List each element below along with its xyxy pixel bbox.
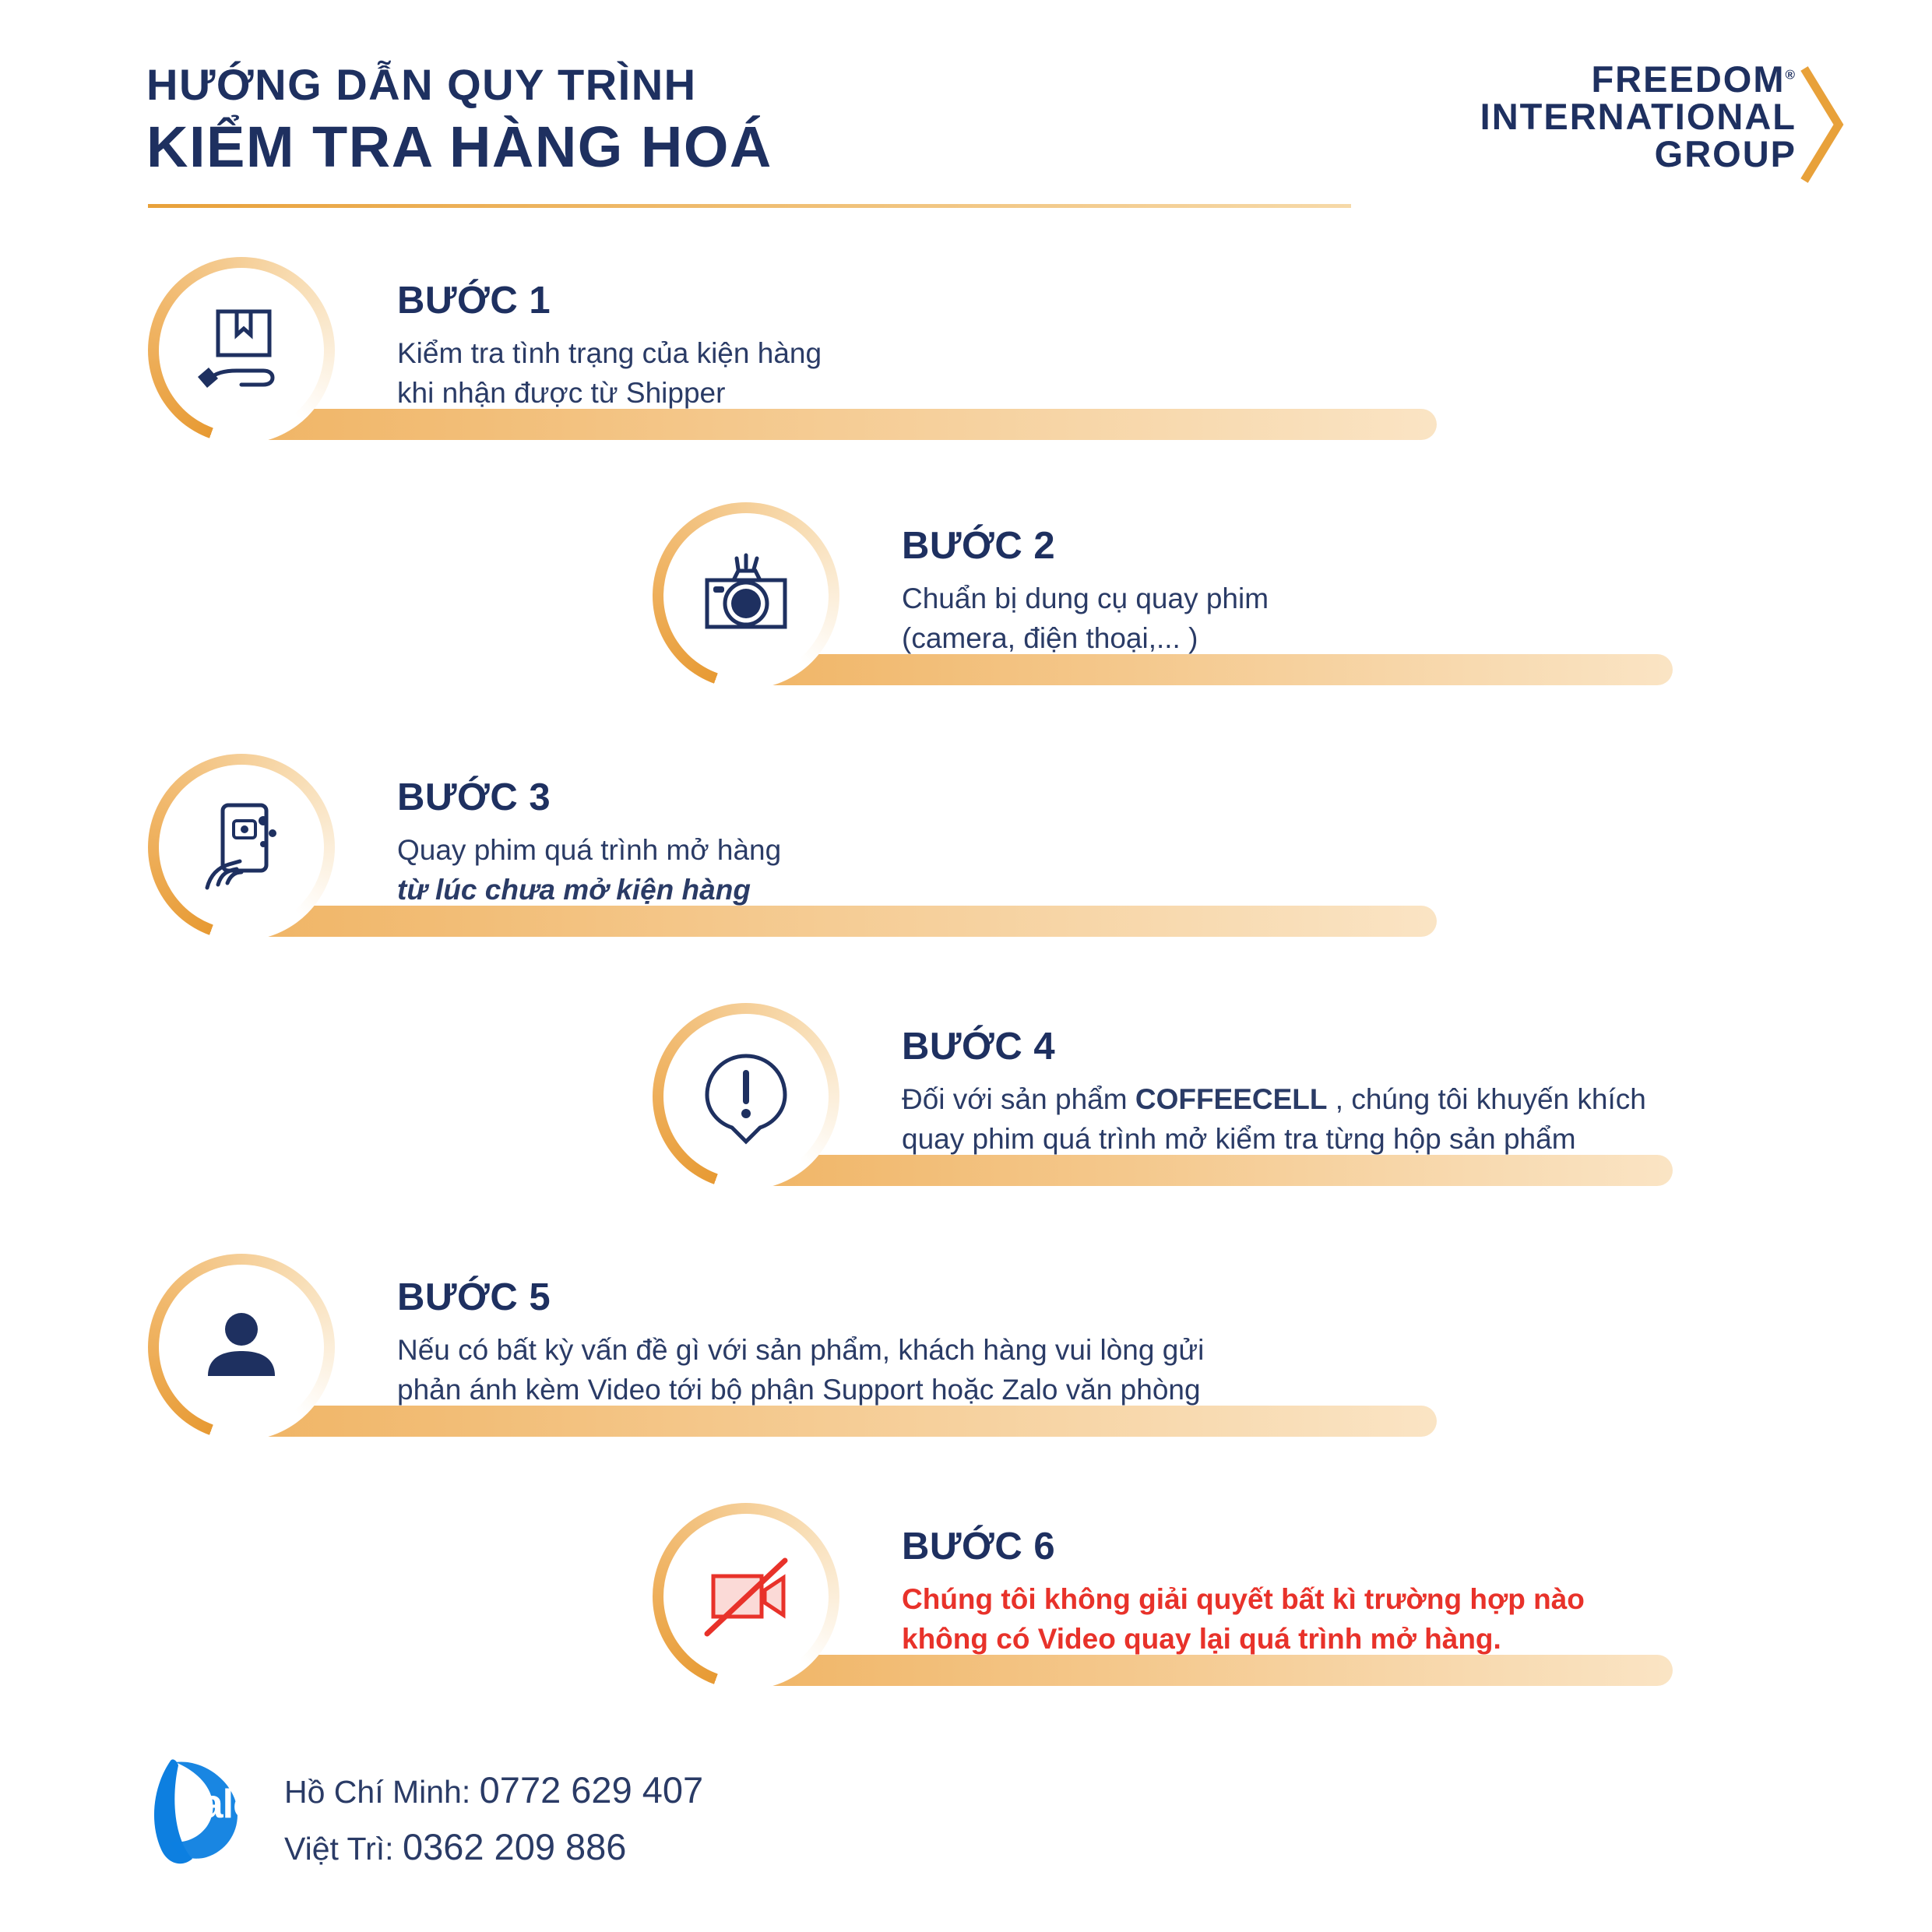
step-5-desc-line2: phản ánh kèm Video tới bộ phận Support hoặc Zalo văn phòng bbox=[397, 1373, 1201, 1406]
step-2-label: BƯỚC 2 bbox=[902, 525, 1056, 567]
step-2-desc-line1: Chuẩn bị dung cụ quay phim bbox=[902, 582, 1269, 614]
step-2-bar bbox=[730, 654, 1673, 685]
contact-line-1 bbox=[284, 1762, 703, 1819]
step-2-text bbox=[902, 526, 1269, 658]
step-4-desc-line2: quay phim quá trình mở kiểm tra từng hộp sản phẩm bbox=[902, 1122, 1576, 1155]
step-1-text bbox=[397, 280, 822, 413]
step-5-desc bbox=[397, 1330, 1204, 1409]
step-4-icon-circle bbox=[653, 1003, 839, 1190]
no-video-icon bbox=[696, 1547, 796, 1646]
step-4-label: BƯỚC 4 bbox=[902, 1026, 1056, 1068]
step-6-ring-inner bbox=[663, 1514, 829, 1679]
step-2-icon-circle bbox=[653, 502, 839, 689]
contact-phone-1[interactable]: 0772 629 407 bbox=[479, 1769, 704, 1811]
step-5 bbox=[148, 1254, 1285, 1441]
step-1-desc-line2: khi nhận được từ Shipper bbox=[397, 376, 726, 409]
step-1-desc bbox=[397, 333, 822, 413]
step-4-desc bbox=[902, 1079, 1646, 1159]
step-1-ring-inner bbox=[159, 268, 324, 433]
step-3-label: BƯỚC 3 bbox=[397, 776, 551, 818]
brand-logo bbox=[1480, 58, 1845, 193]
step-2-ring-inner bbox=[663, 513, 829, 678]
step-4 bbox=[653, 1003, 1789, 1190]
step-1-icon-circle bbox=[148, 257, 335, 444]
contact-list bbox=[284, 1762, 703, 1876]
step-5-icon-circle bbox=[148, 1254, 335, 1441]
header bbox=[0, 0, 1932, 234]
contact-city-2: Việt Trì: bbox=[284, 1830, 394, 1867]
step-4-ring-inner bbox=[663, 1014, 829, 1179]
contact-line-2 bbox=[284, 1819, 703, 1876]
step-5-desc-line1: Nếu có bất kỳ vấn đề gì với sản phẩm, khách hàng vui lòng gửi bbox=[397, 1333, 1205, 1366]
phone-recording-in-hand-icon bbox=[192, 797, 291, 897]
brand-logo-text bbox=[1480, 58, 1797, 174]
step-2 bbox=[653, 502, 1789, 689]
brand-logo-line3: GROUP bbox=[1654, 132, 1797, 174]
step-3-icon-circle bbox=[148, 754, 335, 941]
package-in-hand-icon bbox=[192, 301, 291, 400]
step-6-text bbox=[902, 1526, 1585, 1659]
brand-logo-line1 bbox=[1480, 58, 1797, 100]
step-1-label: BƯỚC 1 bbox=[397, 280, 551, 322]
step-1-bar bbox=[226, 409, 1437, 440]
step-3-desc bbox=[397, 830, 781, 910]
step-5-ring-inner bbox=[159, 1265, 324, 1430]
footer-contact bbox=[144, 1748, 1079, 1896]
step-3-desc-line2: từ lúc chưa mở kiện hàng bbox=[397, 873, 751, 906]
page-title-line2: KIỂM TRA HÀNG HOÁ bbox=[146, 114, 772, 179]
camera-icon bbox=[696, 546, 796, 646]
contact-phone-2[interactable]: 0362 209 886 bbox=[402, 1825, 627, 1867]
user-icon bbox=[194, 1300, 289, 1395]
step-2-desc bbox=[902, 579, 1269, 658]
step-3-bar bbox=[226, 906, 1437, 937]
step-1-desc-line1: Kiểm tra tình trạng của kiện hàng bbox=[397, 336, 822, 369]
step-5-text bbox=[397, 1277, 1204, 1409]
step-6 bbox=[653, 1503, 1789, 1690]
page-title bbox=[146, 61, 772, 180]
step-4-text bbox=[902, 1026, 1646, 1159]
step-3-ring-inner bbox=[159, 765, 324, 930]
step-5-bar bbox=[226, 1406, 1437, 1437]
step-3-desc-line1: Quay phim quá trình mở hàng bbox=[397, 833, 782, 866]
step-4-bar bbox=[730, 1155, 1673, 1186]
zalo-label: Zalo bbox=[177, 1782, 257, 1827]
registered-mark-icon: ® bbox=[1785, 67, 1797, 83]
step-6-desc-line1: Chúng tôi không giải quyết bất kì trường hợp nào bbox=[902, 1582, 1585, 1615]
step-4-desc-line1 bbox=[902, 1079, 1646, 1119]
step-4-desc-line1-post: , chúng tôi khuyến khích bbox=[1327, 1082, 1646, 1115]
step-1 bbox=[148, 257, 1285, 444]
chevron-right-icon bbox=[1800, 65, 1845, 184]
contact-city-1: Hồ Chí Minh: bbox=[284, 1774, 471, 1810]
step-6-desc bbox=[902, 1579, 1585, 1659]
title-divider bbox=[148, 204, 1351, 208]
step-6-icon-circle bbox=[653, 1503, 839, 1690]
step-6-desc-line2: không có Video quay lại quá trình mở hàng. bbox=[902, 1622, 1501, 1655]
exclamation-pin-icon bbox=[696, 1047, 796, 1146]
step-4-desc-brand: COFFEECELL bbox=[1135, 1082, 1328, 1115]
page-title-line1: HƯỚNG DẪN QUY TRÌNH bbox=[146, 60, 697, 109]
brand-logo-line2: INTERNATIONAL bbox=[1480, 95, 1797, 137]
step-6-bar bbox=[730, 1655, 1673, 1686]
brand-logo-line1-text: FREEDOM bbox=[1591, 58, 1786, 100]
step-2-desc-line2: (camera, điện thoại,... ) bbox=[902, 621, 1198, 654]
step-3-text bbox=[397, 777, 781, 910]
step-3 bbox=[148, 754, 1285, 941]
step-4-desc-line1-pre: Đối với sản phẩm bbox=[902, 1082, 1135, 1115]
step-6-label: BƯỚC 6 bbox=[902, 1526, 1056, 1568]
step-5-label: BƯỚC 5 bbox=[397, 1276, 551, 1318]
